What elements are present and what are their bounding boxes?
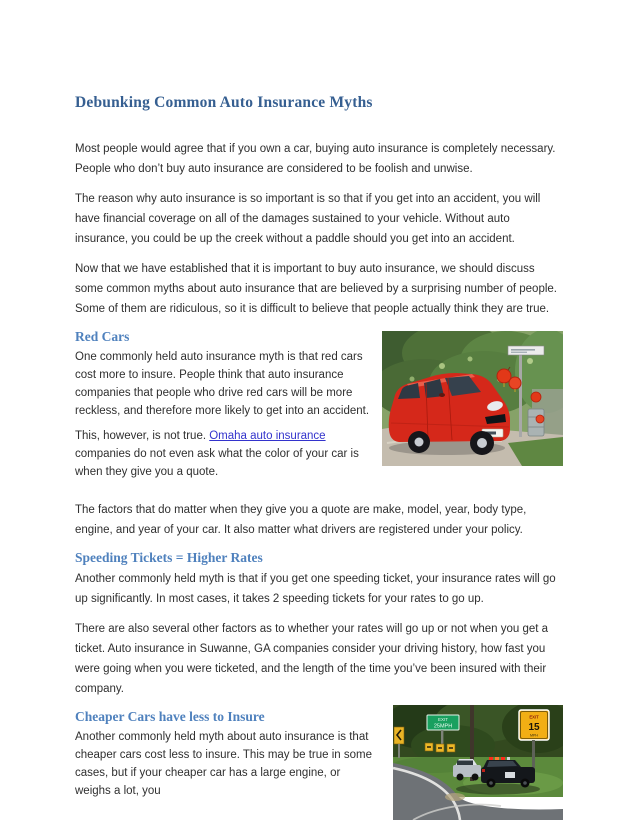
section-red-cars — [75, 329, 563, 481]
text-after-link: companies do not even ask what the color of your car is when they give you a quote. — [75, 448, 359, 478]
svg-text:25MPH: 25MPH — [433, 723, 453, 730]
cheaper-cars-paragraph-1: Another commonly held myth about auto insurance is that cheaper cars cost less to insure. This may be true in some cases, but if your cheaper car has a large engine, or weighs a lot, you — [75, 731, 373, 797]
page-title: Debunking Common Auto Insurance Myths — [75, 94, 373, 111]
red-cars-paragraph-3: The factors that do matter when they give you a quote are make, model, year, body type, engine, and year of your car. It also matter what drivers are registered under your policy. — [75, 504, 527, 536]
speeding-paragraph-2: There are also several other factors as to whether your rates will go up or not when you get a ticket. Auto insurance in Suwanne, GA companies consider your driving history, how fast you were going when you were ticketed, and the length of the time you’ve been insured with their company. — [75, 623, 549, 695]
svg-text:MPH: MPH — [530, 733, 538, 738]
cheaper-cars-heading: Cheaper Cars have less to Insure — [75, 709, 265, 724]
speeding-tickets-heading: Speeding Tickets = Higher Rates — [75, 550, 263, 565]
text-before-link: This, however, is not true. — [75, 430, 210, 442]
speeding-paragraph-1: Another commonly held myth is that if you get one speeding ticket, your insurance rates will go up significantly. In most cases, it takes 2 speeding tickets for your rates to go up. — [75, 573, 556, 605]
svg-text:EXIT: EXIT — [437, 717, 449, 722]
red-car-photo — [382, 331, 563, 466]
intro-paragraph-3: Now that we have established that it is important to buy auto insurance, we should discuss some common myths about auto insurance that are believed by a surprising number of people. Some of them are ridiculous, so it is difficult to believe that people actually think they are true. — [75, 263, 557, 315]
small-arrow-signs — [425, 743, 455, 752]
police-stop-photo — [393, 705, 563, 820]
intro-paragraph-1: Most people would agree that if you own a car, buying auto insurance is completely necessary. People who don’t buy auto insurance are considered to be foolish and unwise. — [75, 143, 556, 175]
red-cars-paragraph-1: One commonly held auto insurance myth is that red cars cost more to insure. People think that auto insurance companies that people who drive red cars will be more reckless, and therefore more likely to get into an accident. — [75, 351, 370, 417]
intro-paragraph-2: The reason why auto insurance is so important is so that if you get into an accident, you will have financial coverage on all of the damages sustained to your vehicle. Without auto insurance, you could be up the creek without a paddle should you get into an accident. — [75, 193, 541, 245]
svg-text:EXIT: EXIT — [529, 714, 539, 720]
omaha-auto-insurance-link[interactable]: Omaha auto insurance — [209, 430, 326, 442]
red-cars-heading: Red Cars — [75, 329, 130, 344]
svg-text:15: 15 — [528, 722, 540, 733]
section-cheaper-cars — [75, 709, 563, 800]
section-speeding-tickets — [75, 550, 563, 699]
